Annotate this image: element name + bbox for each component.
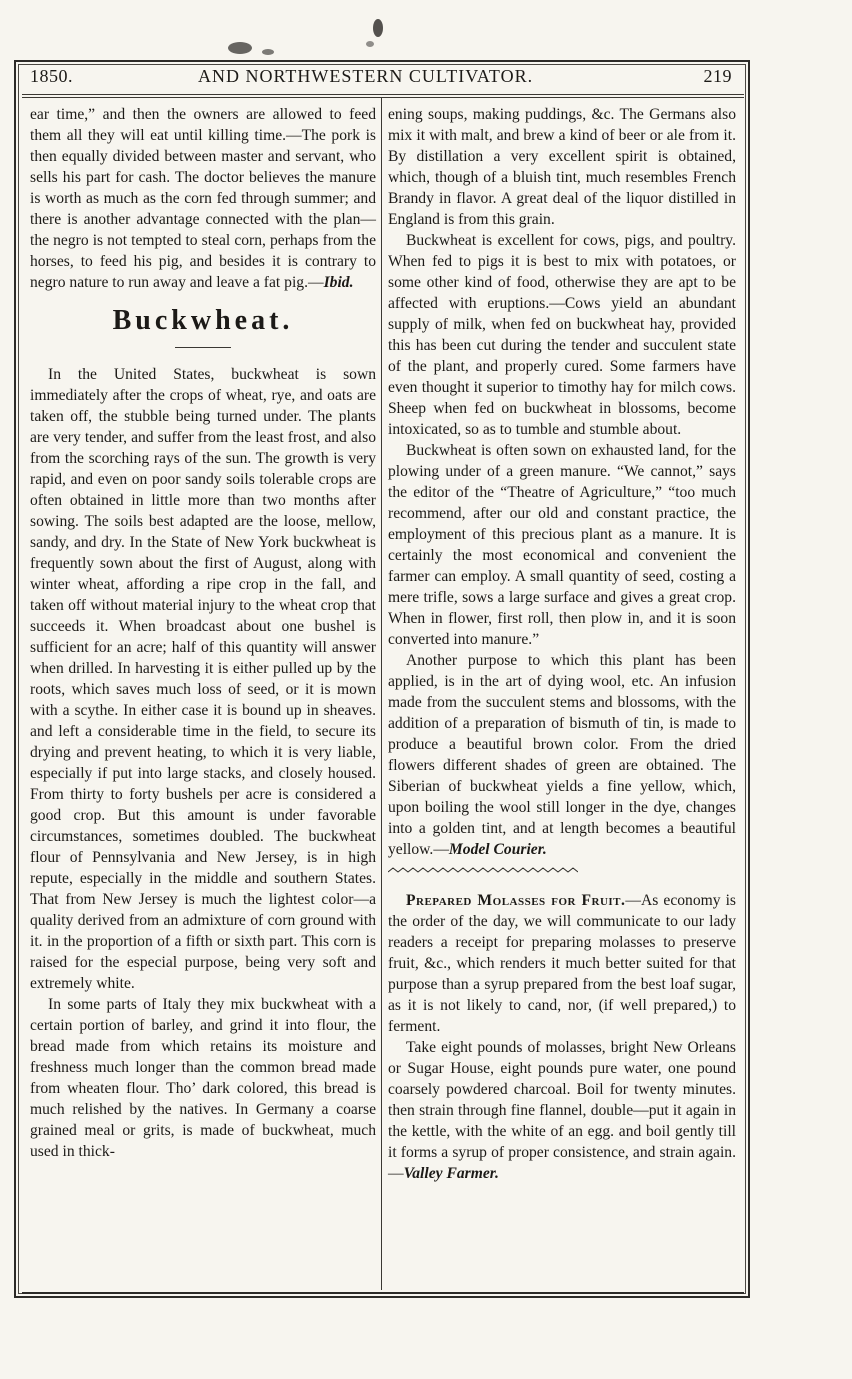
article-paragraph: In the United States, buckwheat is sown immediately after the crops of wheat, rye, and oats are taken off, the stubble being turned under. The plants are very tender, and suffer from the least frost, and also from the scorching rays of the sun. The growth is very rapid, and even on poor sandy soils tolerable crops are often obtained in little more than two months after sowing. The soils best adapted are the loose, mellow, sandy, and dry. In the State of New York buckwheat is frequently sown about the first of August, along with winter wheat, affording a ripe crop in the fall, and taken off without material injury to the wheat crop that succeeds it. When broadcast about one bushel is sufficient for an acre; half of this quantity will answer when drilled. In harvesting it is either pulled up by the roots, which saves much loss of seed, or it is mown with a scythe. In either case it is bound up in sheaves. and left a considerable time in the field, to secure its drying and prevent heating, to which it is very liable, especially if put into large stacks, and closely housed. From thirty to forty bushels per acre is considered a good crop. But this amount is under favorable circumstances, sometimes doubled. The buckwheat flour of Pennsylvania and New Jersey, is in high repute, especially in the middle and southern States. That from New Jersey is much the lightest color—a quality derived from an admixture of corn ground with it. in the proportion of a fifth or sixth part. This corn is raised for the especial purpose, being very soft and extremely white. [30,366,376,992]
paragraph-text: —As economy is the order of the day, we will communicate to our lady readers a receipt for preparing molasses to preserve fruit, &c., which renders it much better suited for that purpose than a syrup prepared from the best loaf sugar, as it is not likely to cand, nor, (if well prepared,) to ferment. [388,892,737,1035]
article-paragraph [388,650,736,860]
wavy-divider [388,866,578,874]
molasses-recipe [388,1037,736,1184]
intro-paragraph [30,104,376,293]
bottom-rule [22,1292,744,1294]
left-column [30,104,376,1162]
header-rule-double [22,97,744,98]
molasses-source: Valley Farmer. [403,1165,499,1182]
paragraph-text: Take eight pounds of molasses, bright New Orleans or Sugar House, eight pounds pure water, one pound coarsely powdered charcoal. Boil for twenty minutes. then strain through fine flannel, double—put it again in the kettle, with the white of an egg. and boil gently till it forms a syrup of proper consistence, and strain again.— [388,1039,736,1182]
article-paragraph: In some parts of Italy they mix buckwheat with a certain portion of barley, and grind it into flour, the bread made from which retains its moisture and freshness much longer than the common bread made from wheaten flour. Tho’ dark colored, this bread is much relished by the natives. In Germany a coarse grained meal or grits, is made of buckwheat, much used in thick- [30,996,376,1160]
header-title: AND NORTHWESTERN CULTIVATOR. [198,66,534,86]
molasses-title: Prepared Molasses for Fruit. [406,892,626,909]
molasses-paragraph [388,890,736,1037]
title-rule [175,347,231,348]
right-column [388,104,736,1184]
article-title: Buckwheat. [112,305,294,336]
intro-source: Ibid. [323,274,354,291]
intro-text: ear time,” and then the owners are allowed to feed them all they will eat until killing time.—The pork is then equally divided between master and servant, who sells his part for cash. The doctor believes the manure is worth as much as the corn fed through summer; and there is another advantage connected with the plan—the negro is not tempted to steal corn, perhaps from the horses, to feed his pig, and besides it is contrary to negro nature to run away and leave a fat pig.— [30,106,376,291]
article-paragraph: ening soups, making puddings, &c. The Germans also mix it with malt, and brew a kind of beer or ale from it. By distillation a very excellent spirit is obtained, which, though of a bluish tint, much resembles French Brandy in flavor. A great deal of the liquor distilled in England is from this grain. [388,106,736,228]
article-paragraph: Buckwheat is often sown on exhausted land, for the plowing under of a green manure. “We cannot,” says the editor of the “Theatre of Agriculture,” “too much recommend, after our old and constant practice, the employment of this precious plant as a manure. It is certainly the most economical and convenient the farmer can employ. A small quantity of seed, costing a mere trifle, sows a large surface and gives a great crop. When in flower, first roll, then plow in, and it is soon converted into manure.” [388,442,736,648]
header-year: 1850. [30,66,73,86]
header-rule [22,94,744,95]
article-paragraph: Buckwheat is excellent for cows, pigs, and poultry. When fed to pigs it is best to mix with potatoes, or some other kind of food, otherwise they are apt to be affected with eruptions.—Cows yield an abundant supply of milk, when fed on buckwheat hay, provided this has been cut during the tender and succulent state of the plant, and properly cured. Some farmers have even thought it superior to timothy hay for milch cows. Sheep when fed on buckwheat in blossoms, become intoxicated, so as to tumble and stumble about. [388,232,736,438]
printing-blot-mark [210,8,400,56]
article-source: Model Courier. [448,841,547,858]
paragraph-text: Another purpose to which this plant has been applied, is in the art of dying wool, etc. An infusion made from the succulent stems and blossoms, with the addition of a preparation of bismuth of tin, is made to produce a beautiful brown color. From the dried flowers different shades of green are obtained. The Siberian of buckwheat yields a fine yellow, which, upon boiling the wool still longer in the dye, changes into a golden tint, and at length becomes a beautiful yellow.— [388,652,736,858]
page-number: 219 [703,66,732,86]
column-divider [381,98,382,1290]
running-header [30,66,732,92]
